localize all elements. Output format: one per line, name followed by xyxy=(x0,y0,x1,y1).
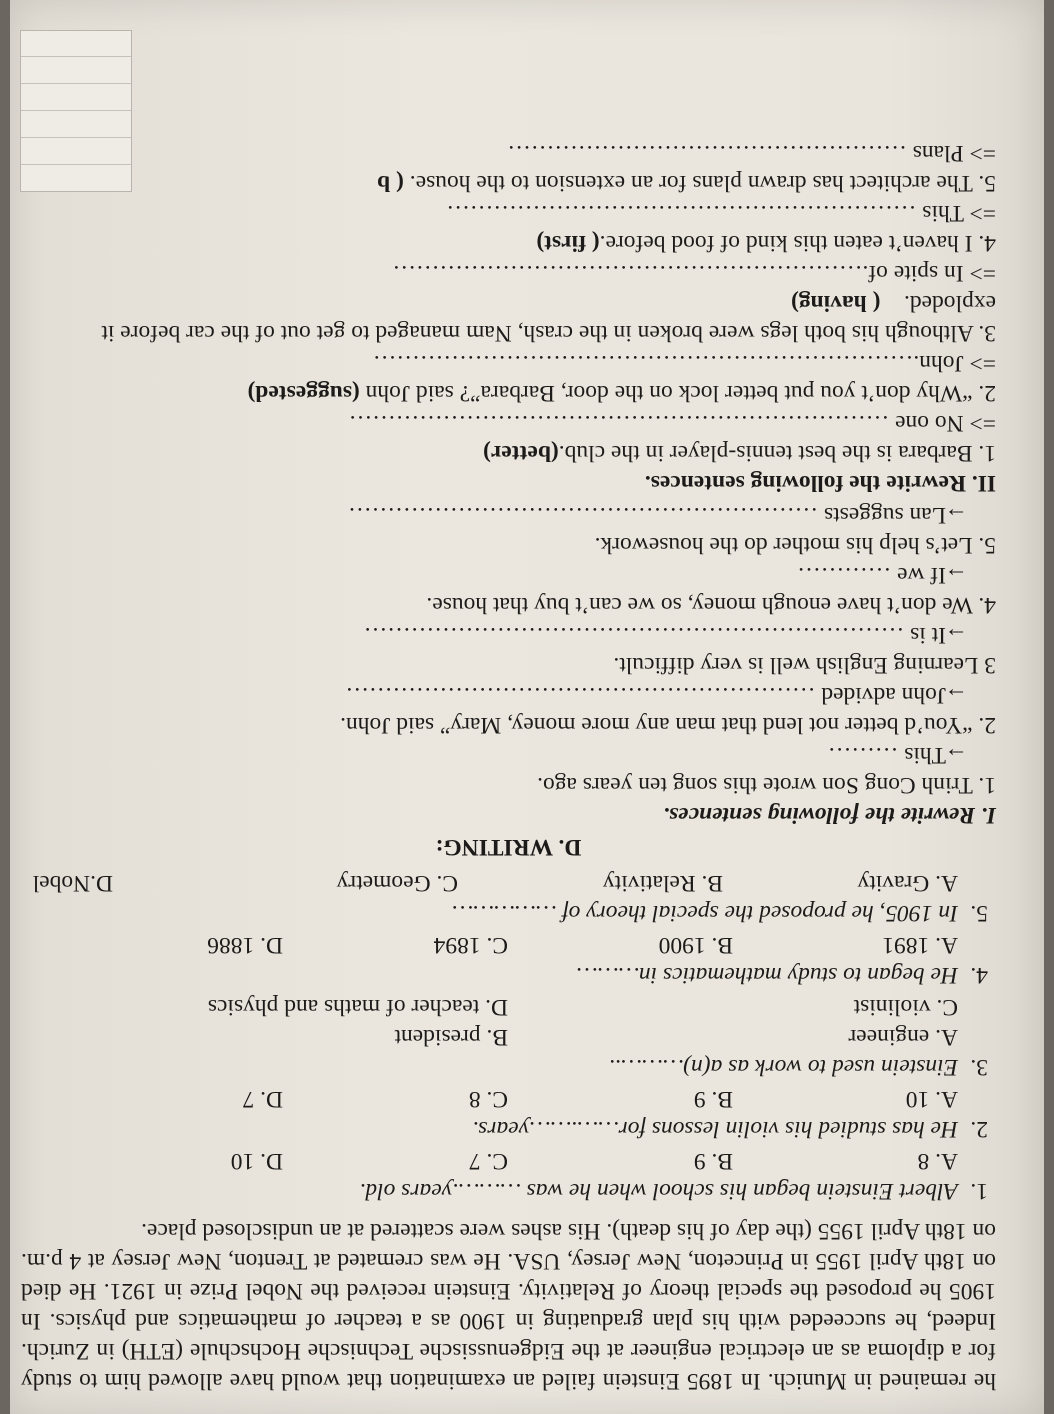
reading-passage: he remained in Munich. In 1895 Einstein failed an examination that would have allowed him to study for a diploma as an electrical engineer at the Eidgenussische Technische Hochschule (ETH) in Zurich. Indeed, he succeeded with his plan graduating in 1900 as a teacher of mathematics and physics. In 1905 he proposed the special theory of Relativity. Einstein received the Nobel Prize in 1921. He died on 18th April 1955 in Princeton, New Jersey, USA. He was cremated at Trenton, New Jersey at 4 p.m. on 18th April 1955 (the day of his death). His ashes were scattered at an undisclosed place. xyxy=(21,1218,996,1394)
option-d: D. 7 xyxy=(242,1086,283,1112)
answer-line: => In spite of.…………………………………………………… xyxy=(392,260,996,286)
option-c: C. 7 xyxy=(468,1148,508,1174)
blank-notepad xyxy=(20,30,132,192)
question-3 xyxy=(21,992,996,1082)
arrow-right-icon: → xyxy=(944,742,968,768)
answer-line: => John.…………………………………………………………… xyxy=(372,350,996,376)
question-stem: Albert Einstein began his school when he was ……….years old. xyxy=(359,1178,958,1204)
rewrite-prompt: 1. Trinh Cong Son wrote this song ten years ago. xyxy=(537,772,996,798)
option-d: D. 1886 xyxy=(207,932,283,958)
option-a: A. 1891 xyxy=(882,932,958,958)
question-number: 4. xyxy=(970,962,988,988)
prompt-text: 2. “Why don’t you put better lock on the door, Barbara”? said John xyxy=(365,380,996,406)
question-number: 1. xyxy=(970,1178,988,1204)
option-c: C. 1894 xyxy=(433,932,508,958)
arrow-right-icon: → xyxy=(944,562,968,588)
option-d: D. 10 xyxy=(230,1148,283,1174)
rewrite-prompt: 3 Learning English well is very difficult. xyxy=(613,652,996,678)
option-a: A. engineer xyxy=(848,1024,958,1050)
question-stem: In 1905, he proposed the special theory of …………… xyxy=(451,900,958,926)
worksheet-content xyxy=(21,138,996,1396)
part1-title: I. Rewrite the following sentences. xyxy=(663,802,996,828)
answer-line: => Plans …………………………………………… xyxy=(507,140,996,166)
option-b: B. president xyxy=(394,1024,508,1050)
answer-line: It is …………………………………………………………… xyxy=(363,622,946,648)
rewrite-prompt xyxy=(21,378,996,408)
answer-line: If we ………… xyxy=(797,562,946,588)
option-c: C. Geometry xyxy=(336,870,458,896)
prompt-text: 3. Although his both legs were broken in the crash, Nam managed to get out of the car before it exploded. xyxy=(101,290,996,346)
answer-line: => This …………………………………………………… xyxy=(446,200,996,226)
option-d: D.Nobel xyxy=(32,870,113,896)
worksheet-paper xyxy=(10,0,1044,1414)
option-d: D. teacher of maths and physics xyxy=(207,994,508,1020)
option-a: A. Gravity xyxy=(857,870,958,896)
question-5 xyxy=(21,868,996,928)
keyword: (better) xyxy=(483,440,559,466)
question-stem: He has studied his violin lessons for…….……years. xyxy=(472,1116,958,1142)
option-c: C. violinist xyxy=(853,994,958,1020)
rewrite-prompt xyxy=(21,228,996,258)
prompt-text: 1. Barbara is the best tennis-player in the club. xyxy=(558,440,996,466)
option-b: B. 1900 xyxy=(658,932,733,958)
rewrite-prompt xyxy=(21,438,996,468)
question-stem: Einstein used to work as a(n)……….. xyxy=(608,1054,958,1080)
answer-line: This ……… xyxy=(827,742,946,768)
option-b: B. Relativity xyxy=(602,870,723,896)
question-number: 5. xyxy=(970,900,988,926)
section-title: D. WRITING: xyxy=(435,834,582,860)
prompt-text: 5. The architect has drawn plans for an extension to the house. xyxy=(409,170,996,196)
rewrite-prompt: 4. We don’t have enough money, so we can’t buy that house. xyxy=(426,592,996,618)
rewrite-prompt xyxy=(21,168,996,198)
part2-title: II. Rewrite the following sentences. xyxy=(644,470,996,496)
question-number: 2. xyxy=(970,1116,988,1142)
answer-line: Lan suggests …………………………………………………… xyxy=(348,502,946,528)
option-a: A. 8 xyxy=(917,1148,958,1174)
question-1 xyxy=(21,1146,996,1206)
keyword: ( b xyxy=(377,170,404,196)
rewrite-prompt: 2. “You’d better not lend that man any more money, Mary” said John. xyxy=(340,712,996,738)
option-a: A. 10 xyxy=(905,1086,958,1112)
question-number: 3. xyxy=(970,1054,988,1080)
keyword: (suggested) xyxy=(247,380,360,406)
rewrite-prompt xyxy=(21,288,996,348)
option-c: C. 8 xyxy=(468,1086,508,1112)
prompt-text: 4. I haven’t eaten this kind of food before. xyxy=(599,230,996,256)
question-4 xyxy=(21,930,996,990)
option-b: B. 9 xyxy=(693,1148,733,1174)
answer-line: => No one …………………………………………………………… xyxy=(348,410,996,436)
arrow-right-icon: → xyxy=(944,622,968,648)
keyword: ( having) xyxy=(791,290,881,316)
rewrite-prompt: 5. Let’s help his mother do the housework. xyxy=(594,532,996,558)
arrow-right-icon: → xyxy=(944,682,968,708)
question-stem: He began to study mathematics in……… xyxy=(576,962,958,988)
option-b: B. 9 xyxy=(693,1086,733,1112)
keyword: ( first) xyxy=(536,230,600,256)
arrow-right-icon: → xyxy=(944,502,968,528)
answer-line: John advided …………………………………………………… xyxy=(345,682,946,708)
question-2 xyxy=(21,1084,996,1144)
